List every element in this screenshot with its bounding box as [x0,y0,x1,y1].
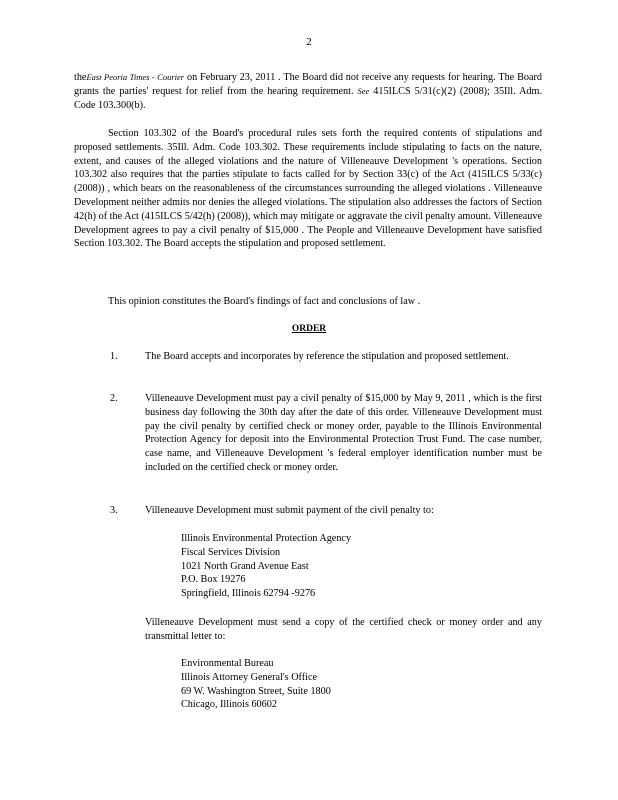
payment-address [181,532,351,601]
copy-address [181,657,331,712]
copy-instruction: Villeneauve Development must send a copy of the certified check or money order and any transmittal letter to: [145,617,542,642]
address-line: 1021 North Grand Avenue East [181,560,309,572]
page-number: 2 [306,36,312,48]
paragraph-stipulation: Section 103.302 of the Board's procedural rules sets forth the required contents of stipulations and proposed settlements. 35Ill. Adm. Code 103.302. These requirements include stipulating to facts on the nature, extent, and causes of the alleged violations and the nature of Villeneauve Development 's operations. Section 103.302 also requires that the parties stipulate to facts called for by Section 33(c) of the Act (415ILCS 5/33(c) (2008)) , which bears on the reasonableness of the circumstances surrounding the alleged violations . Villeneauve Development neither admits nor denies the alleged violations. The stipulation also addresses the factors of Section 42(h) of the Act (415ILCS 5/42(h) (2008)), which may mitigate or aggravate the civil penalty amount. Villeneauve Development agrees to pay a civil penalty of $15,000 . The People and Villeneauve Development have satisfied Section 103.302. The Board accepts the stipulation and proposed settlement. [74,128,542,250]
address-line: Chicago, Illinois 60602 [181,699,277,711]
address-line: P.O. Box 19276 [181,574,246,586]
item-text: Villeneauve Development must pay a civil penalty of $15,000 by May 9, 2011 , which is the first business day following the 30th day after the date of this order. Villeneauve Development must pay the civil penalty by certified check or money order, payable to the Illinois Environmental Protection Agency for deposit into the Environmental Protection Trust Fund. The case number, case name, and Villeneauve Development 's federal employer identification number must be included on the certified check or money order. [145,393,542,473]
item-text: The Board accepts and incorporates by reference the stipulation and proposed settlement. [145,351,509,362]
paragraph-publication [74,71,542,112]
item-text: Villeneauve Development must submit payment of the civil penalty to: [145,505,434,516]
item-number: 1. [110,351,118,362]
order-heading: ORDER [291,324,327,334]
para1-suffix: 415ILCS 5/31(c)(2) (2008); 35Ill. Adm. Code 103.300(b). [74,85,542,111]
address-line: Springfield, Illinois 62794 -9276 [181,588,316,600]
item-number: 2. [110,393,118,404]
item-number: 3. [110,505,118,516]
address-line: Fiscal Services Division [181,546,281,558]
address-line: 69 W. Washington Street, Suite 1800 [181,685,331,697]
see-signal: See [357,85,370,96]
address-line: Environmental Bureau [181,658,274,669]
newspaper-name: East Peoria Times - Courier [86,72,185,82]
address-line: Illinois Environmental Protection Agency [181,533,352,544]
address-line: Illinois Attorney General's Office [181,671,318,683]
para1-middle: on February 23, 2011 . The Board did not receive any requests for hearing. The Board grants the parties' request for relief from the hearing requirement. [74,72,542,97]
paragraph-opinion: This opinion constitutes the Board's findings of fact and conclusions of law . [108,296,421,307]
para1-prefix: the [74,72,87,83]
